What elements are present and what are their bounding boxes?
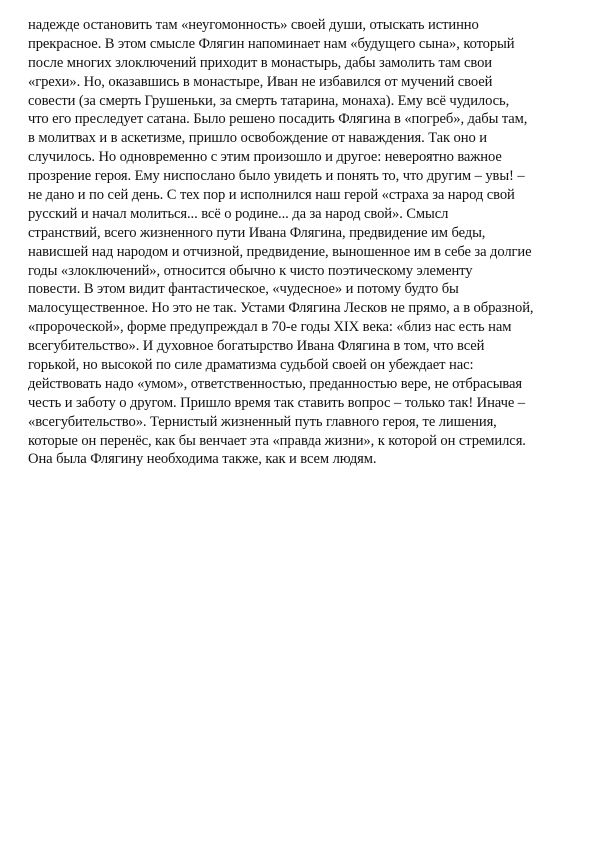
text-line: не дано и по сей день. С тех пор и исполнился наш герой «страха за народ свой [28,187,515,204]
text-line: малосущественное. Но это не так. Устами Флягина Лесков не прямо, а в образной, [28,300,534,317]
text-line: честь и заботу о другом. Пришло время так ставить вопрос – только так! Иначе – [28,394,525,411]
text-line: действовать надо «умом», ответственностью, преданностью вере, не отбрасывая [28,375,523,392]
text-line: Она была Флягину необходима также, как и всем людям. [28,451,377,468]
text-line: странствий, всего жизненного пути Ивана Флягина, предвидение им беды, [28,224,486,241]
text-line: «пророческой», форме предупреждал в 70-е годы XIX века: «близ нас есть нам [28,319,512,336]
text-line: нависшей над народом и отчизной, предвидение, выношенное им в себе за долгие [28,243,532,260]
text-line: после многих злоключений приходит в монастырь, дабы замолить там свои [28,54,492,71]
text-line: повести. В этом видит фантастическое, «чудесное» и потому будто бы [28,281,459,298]
text-line: горькой, но высокой по силе драматизма судьбой своей он убеждает нас: [28,357,474,374]
text-line: «грехи». Но, оказавшись в монастыре, Иван не избавился от мучений своей [28,73,493,90]
text-line: что его преследует сатана. Было решено посадить Флягина в «погреб», дабы там, [28,111,528,128]
text-line: случилось. Но одновременно с этим произошло и другое: невероятно важное [28,149,502,166]
text-line: «всегубительство». Тернистый жизненный путь главного героя, те лишения, [28,413,497,430]
text-line: прекрасное. В этом смысле Флягин напоминает нам «будущего сына», который [28,35,515,52]
text-line: в молитвах и в аскетизме, пришло освобождение от наваждения. Так оно и [28,130,487,147]
text-line: прозрение героя. Ему ниспослано было увидеть и понять то, что другим – увы! – [28,168,525,185]
body-text [28,16,576,469]
text-line: всегубительство». И духовное богатырство Ивана Флягина в том, что всей [28,338,485,355]
text-line: русский и начал молиться... всё о родине... да за народ свой». Смысл [28,205,449,222]
text-line: годы «злоключений», относится обычно к чисто поэтическому элементу [28,262,473,279]
text-line: которые он перенёс, как бы венчает эта «правда жизни», к которой он стремился. [28,432,526,449]
text-line: совести (за смерть Грушеньки, за смерть татарина, монаха). Ему всё чудилось, [28,92,510,109]
text-line: надежде остановить там «неугомонность» своей души, отыскать истинно [28,17,479,33]
